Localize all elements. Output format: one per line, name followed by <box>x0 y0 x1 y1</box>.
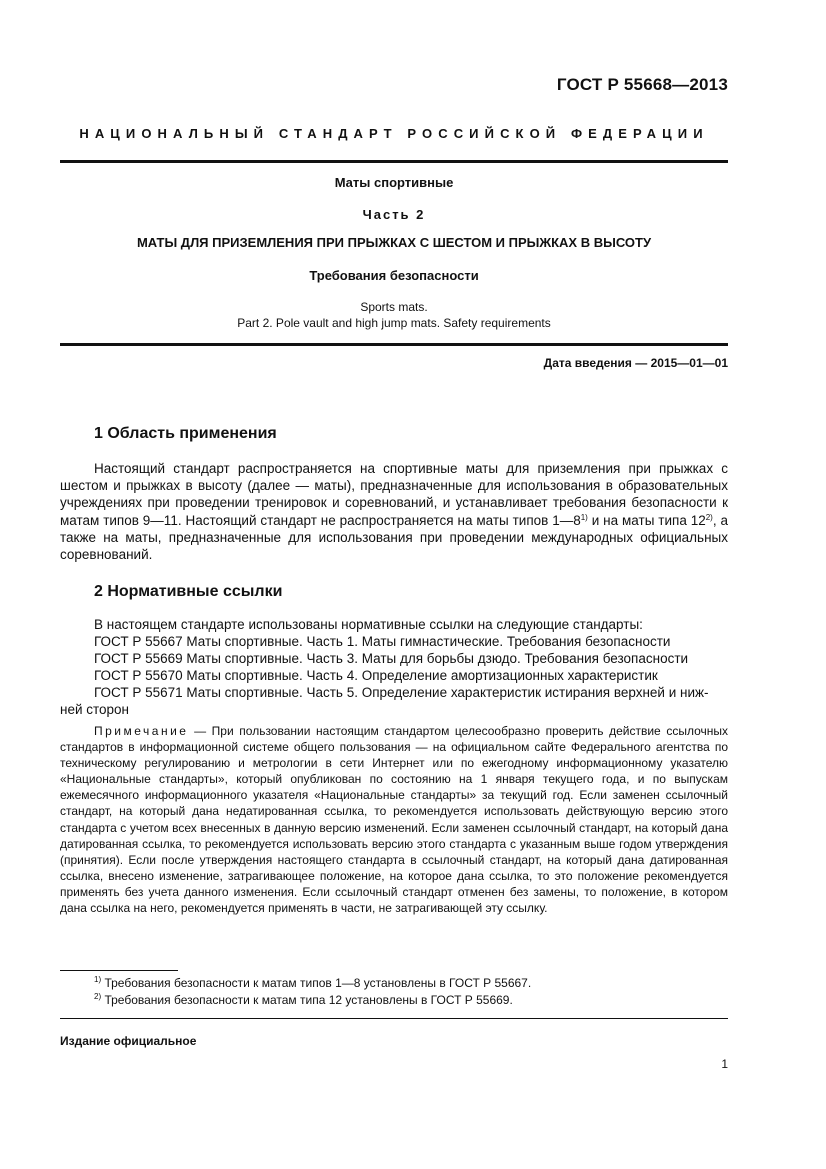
national-standard-banner: НАЦИОНАЛЬНЫЙ СТАНДАРТ РОССИЙСКОЙ ФЕДЕРАЦИИ <box>79 126 709 141</box>
english-title-line2: Part 2. Pole vault and high jump mats. Safety requirements <box>237 316 551 330</box>
reference-item: ГОСТ Р 55669 Маты спортивные. Часть 3. Маты для борьбы дзюдо. Требования безопасности <box>94 651 689 666</box>
section1-paragraph: Настоящий стандарт распространяется на спортивные маты для приземления при прыжках с шестом и прыжках в высоту (далее — маты), предназначенные для использования в образовательных учреждениях при проведении тренировок и соревнований, и устанавливает требования безопасности к матам типов 9—11. Настоящий стандарт не распространяется на маты типов 1—8$^{1)}$ и на маты типа 12$^{2)}$, а также на маты, предназначенные для использования при проведении международных официальных соревнований. <box>60 461 729 563</box>
title-requirements: Требования безопасности <box>309 268 479 283</box>
note-label: Примечание <box>94 724 189 738</box>
title-subtitle: МАТЫ ДЛЯ ПРИЗЕМЛЕНИЯ ПРИ ПРЫЖКАХ С ШЕСТОМ И ПРЫЖКАХ В ВЫСОТУ <box>136 235 652 250</box>
reference-item: ГОСТ Р 55670 Маты спортивные. Часть 4. Определение амортизационных характеристик <box>94 668 658 683</box>
footnote-separator <box>60 970 178 971</box>
section2-heading: 2 Нормативные ссылки <box>94 583 283 600</box>
note-paragraph: Примечание — При пользовании настоящим стандартом целесообразно проверить действие ссылочных стандартов в информационной системе общего пользования — на официальном сайте Федерального агентства по техническому регулированию и метрологии в сети Интернет или по ежегодному информационному указателю «Национальные стандарты», который опубликован по состоянию на 1 января текущего года, и по выпускам ежемесячного информационного указателя «Национальные стандарты» за текущий год. Если заменен ссылочный стандарт, на который дана недатированная ссылка, то рекомендуется использовать действующую версию этого стандарта с учетом всех внесенных в данную версию изменений. Если заменен ссылочный стандарт, на который дана датированная ссылка, то рекомендуется использовать версию этого стандарта с указанным выше годом утверждения (принятия). Если после утверждения настоящего стандарта в ссылочный стандарт, на который дана датированная ссылка, внесено изменение, затрагивающее положение, на которое дана ссылка, то это положение рекомендуется применять без учета данного изменения. Если ссылочный стандарт отменен без замены, то положение, в котором дана ссылка на него, рекомендуется применять в части, не затрагивающей эту ссылку. <box>60 724 728 916</box>
introduction-date: Дата введения — 2015—01—01 <box>543 356 728 370</box>
reference-item: ГОСТ Р 55667 Маты спортивные. Часть 1. Маты гимнастические. Требования безопасности <box>94 634 671 649</box>
document-number: ГОСТ Р 55668—2013 <box>556 75 728 94</box>
footnote-1: $^{1)}$ Требования безопасности к матам типов 1—8 установлены в ГОСТ Р 55667. <box>94 975 532 990</box>
section1-heading: 1 Область применения <box>94 425 277 442</box>
title-divider <box>60 343 728 346</box>
title-main: Маты спортивные <box>334 175 454 190</box>
edition-label: Издание официальное <box>60 1034 197 1048</box>
footnote-ref-1: 1) <box>580 512 588 522</box>
top-divider <box>60 160 728 163</box>
footnote-2: $^{2)}$ Требования безопасности к матам типа 12 установлены в ГОСТ Р 55669. <box>94 992 513 1007</box>
reference-item: ГОСТ Р 55671 Маты спортивные. Часть 5. Определение характеристик истирания верхней и ниж- <box>94 685 709 700</box>
title-part: Часть 2 <box>362 207 426 222</box>
page-number: 1 <box>721 1057 728 1071</box>
footer-divider <box>60 1018 728 1019</box>
section2-lead: В настоящем стандарте использованы нормативные ссылки на следующие стандарты: <box>94 617 643 632</box>
footnote-ref-2: 2) <box>705 512 713 522</box>
english-title-line1: Sports mats. <box>360 300 428 314</box>
reference-item-continuation: ней сторон <box>60 702 130 717</box>
